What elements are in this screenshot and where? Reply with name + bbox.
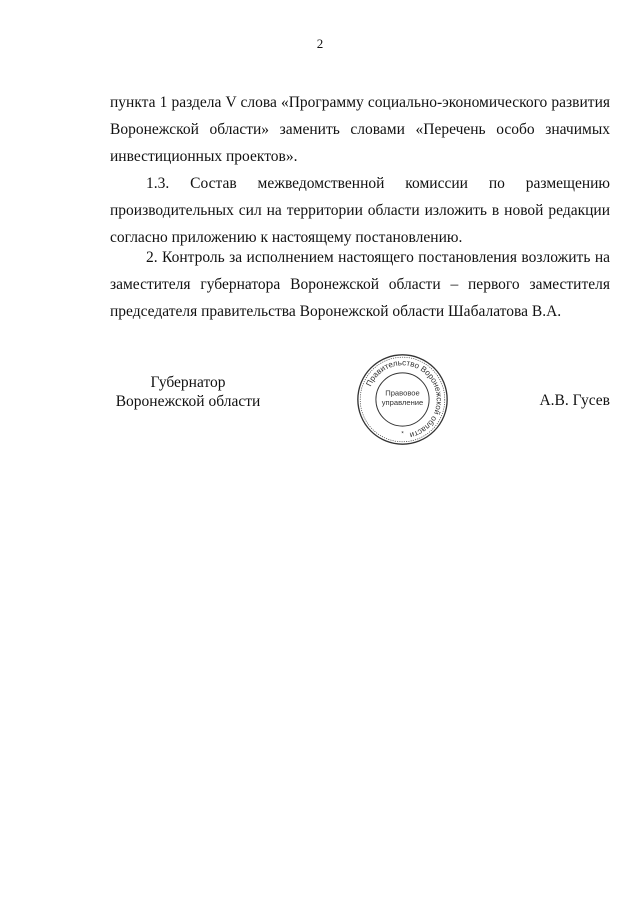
stamp-outer-text: Правительство Воронежской области <box>364 358 444 440</box>
paragraph-2-line-2: производительных сил на территории области изложить в новой редакции <box>110 202 610 219</box>
paragraph-1-line-2: Воронежской области» заменить словами «Перечень особо значимых <box>110 121 610 138</box>
paragraph-2-line-1: 1.3. Состав межведомственной комиссии по размещению <box>146 175 610 192</box>
paragraph-3 <box>110 244 610 325</box>
signature-title <box>108 373 268 411</box>
paragraph-1-line-3: инвестиционных проектов». <box>110 148 298 165</box>
page-number: 2 <box>316 36 324 51</box>
stamp-inner-line-2: управление <box>381 398 424 408</box>
stamp-inner-line-1: Правовое <box>385 388 420 398</box>
official-stamp <box>355 352 450 447</box>
paragraph-3-line-1: 2. Контроль за исполнением настоящего постановления возложить на <box>146 249 610 266</box>
paragraph-3-line-3: председателя правительства Воронежской области Шабалатова В.А. <box>110 303 562 320</box>
stamp-star: * <box>401 430 404 438</box>
paragraph-2 <box>110 170 610 251</box>
paragraph-1-line-1: пункта 1 раздела V слова «Программу социально-экономического развития <box>110 94 610 111</box>
signature-title-line-1: Губернатор <box>150 374 226 391</box>
paragraph-3-line-2: заместителя губернатора Воронежской области – первого заместителя <box>110 276 610 293</box>
paragraph-2-line-3: согласно приложению к настоящему постановлению. <box>110 229 463 246</box>
signature-title-line-2: Воронежской области <box>115 393 261 410</box>
signature-name: А.В. Гусев <box>539 392 610 409</box>
paragraph-1 <box>110 89 610 170</box>
